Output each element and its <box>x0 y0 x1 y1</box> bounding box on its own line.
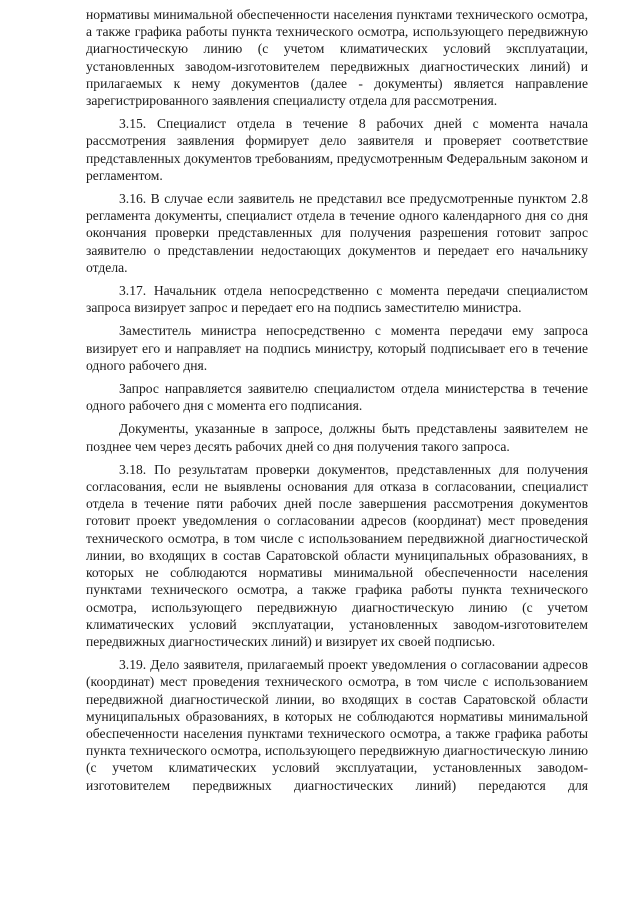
paragraph-continuation: нормативы минимальной обеспеченности населения пунктами технического осмотра, а также графика работы пункта технического осмотра, использующего передвижную диагностическую линию (с учетом климатических условий эксплуатации, установленных заводом-изготовителем передвижных диагностических линий) и прилагаемых к нему документов (далее - документы) является направление зарегистрированного заявления специалисту отдела для рассмотрения. <box>86 7 588 109</box>
paragraph-3-15: 3.15. Специалист отдела в течение 8 рабочих дней с момента начала рассмотрения заявления формирует дело заявителя и проверяет соответствие представленных документов требованиям, предусмотренным Федеральным законом и регламентом. <box>86 116 588 183</box>
document-page <box>86 6 588 794</box>
paragraph-3-19: 3.19. Дело заявителя, прилагаемый проект уведомления о согласовании адресов (координат) мест проведения технического осмотра, в том числе с использованием передвижной диагностической линии, во входящих в состав Саратовской области муниципальных образованиях, в которых не соблюдаются нормативы минимальной обеспеченности населения пунктами технического осмотра, а также графика работы пункта технического осмотра, использующего передвижную диагностическую линию (с учетом климатических условий эксплуатации, установленных заводом-изготовителем передвижных диагностических линий) передаются для <box>86 657 588 793</box>
paragraph-deputy-minister: Заместитель министра непосредственно с момента передачи ему запроса визирует его и направляет на подпись министру, который подписывает его в течение одного рабочего дня. <box>86 323 588 373</box>
paragraph-documents-deadline: Документы, указанные в запросе, должны быть представлены заявителем не позднее чем через десять рабочих дней со дня получения такого запроса. <box>86 421 588 454</box>
paragraph-3-16: 3.16. В случае если заявитель не представил все предусмотренные пунктом 2.8 регламента документы, специалист отдела в течение одного календарного дня со дня окончания проверки представленных для получения разрешения готовит запрос заявителю о представлении недостающих документов и передает его начальнику отдела. <box>86 191 588 275</box>
paragraph-3-17: 3.17. Начальник отдела непосредственно с момента передачи специалистом запроса визирует запрос и передает его на подпись заместителю министра. <box>86 283 588 316</box>
paragraph-request-sent: Запрос направляется заявителю специалистом отдела министерства в течение одного рабочего дня с момента его подписания. <box>86 381 588 414</box>
paragraph-3-18: 3.18. По результатам проверки документов, представленных для получения согласования, если не выявлены основания для отказа в согласовании, специалист отдела в течение пяти рабочих дней после завершения рассмотрения документов готовит проект уведомления о согласовании адресов (координат) мест проведения технического осмотра, в том числе с использованием передвижной диагностической линии, во входящих в состав Саратовской области муниципальных образованиях, в которых не соблюдаются нормативы минимальной обеспеченности населения пунктами технического осмотра, а также графика работы пункта технического осмотра, использующего передвижную диагностическую линию (с учетом климатических условий эксплуатации, установленных заводом-изготовителем передвижных диагностических линий) и визирует их своей подписью. <box>86 461 588 649</box>
